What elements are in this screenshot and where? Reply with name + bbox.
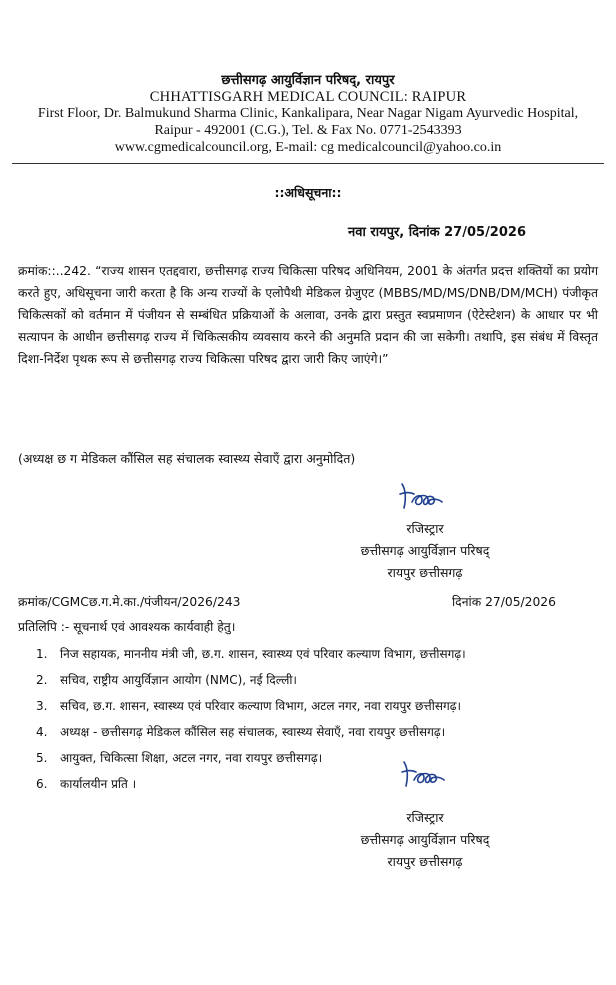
registrar-designation: रजिस्ट्रार <box>406 521 444 536</box>
registrar-organization: छत्तीसगढ़ आयुर्विज्ञान परिषद् <box>360 543 490 558</box>
website-email: www.cgmedicalcouncil.org, E-mail: cg medicalcouncil@yahoo.co.in <box>114 140 502 155</box>
registrar-organization: छत्तीसगढ़ आयुर्विज्ञान परिषद् <box>360 832 490 847</box>
reference-number: क्रमांक/CGMCछ.ग.मे.का./पंजीयन/2026/243 <box>18 595 241 609</box>
list-item: 3. सचिव, छ.ग. शासन, स्वास्थ्य एवं परिवार कल्याण विभाग, अटल नगर, नवा रायपुर छत्तीसगढ़। <box>36 699 462 713</box>
list-item: 6. कार्यालयीन प्रति । <box>36 777 137 791</box>
registrar-signature-1 <box>396 480 444 512</box>
council-name-hindi: छत्तीसगढ़ आयुर्विज्ञान परिषद्, रायपुर <box>221 73 395 88</box>
list-item: 1. निज सहायक, माननीय मंत्री जी, छ.ग. शासन, स्वास्थ्य एवं परिवार कल्याण विभाग, छत्तीसगढ़। <box>36 647 466 661</box>
council-name-english: CHHATTISGARH MEDICAL COUNCIL: RAIPUR <box>149 89 467 105</box>
address-line-2: Raipur - 492001 (C.G.), Tel. & Fax No. 0771-2543393 <box>154 123 462 138</box>
address-line-1: First Floor, Dr. Balmukund Sharma Clinic, Kankalipara, Near Nagar Nigam Ayurvedic Hospital, <box>37 106 579 121</box>
registrar-signature-2 <box>398 758 446 790</box>
notice-title: ::अधिसूचना:: <box>274 185 342 200</box>
registrar-city: रायपुर छत्तीसगढ़ <box>387 565 463 580</box>
signature-block-1 <box>330 518 520 584</box>
registrar-designation: रजिस्ट्रार <box>406 810 444 825</box>
copy-to-label: प्रतिलिपि :- सूचनार्थ एवं आवश्यक कार्यवाही हेतु। <box>18 620 236 634</box>
registrar-city: रायपुर छत्तीसगढ़ <box>387 854 463 869</box>
place-date: नवा रायपुर, दिनांक 27/05/2026 <box>348 225 526 240</box>
notice-body: क्रमांक::..242. “राज्य शासन एतद्दवारा, छत्तीसगढ़ राज्य चिकित्सा परिषद अधिनियम, 2001 के अंतर्गत प्रदत्त शक्तियों का प्रयोग करते हुए, अधिसूचना जारी करता है कि अन्य राज्यों के एलोपैथी मेडिकल ग्रेजुएट (MBBS/MD/MS/DNB/DM/MCH) पंजीकृत चिकित्सकों को वर्तमान में पंजीयन से सम्बंधित प्रक्रियाओं के अलावा, उनके द्वारा प्रस्तुत स्वप्रमाणन (ऐटेस्टेशन) के आधार पर भी सत्यापन के आधीन छत्तीसगढ़ राज्य में चिकित्सकीय व्यवसाय करने की अनुमति प्रदान की जा सकेगी। तथापि, इस संबंध में विस्तृत दिशा-निर्देश पृथक रूप से छत्तीसगढ़ राज्य चिकित्सा परिषद द्वारा जारी किए जाएंगे।” <box>18 264 598 366</box>
reference-date: दिनांक 27/05/2026 <box>452 595 556 609</box>
approval-note: (अध्यक्ष छ ग मेडिकल कौंसिल सह संचालक स्वास्थ्य सेवाएँ द्वारा अनुमोदित) <box>18 451 356 466</box>
list-item: 4. अध्यक्ष - छत्तीसगढ़ मेडिकल कौंसिल सह संचालक, स्वास्थ्य सेवाएँ, नवा रायपुर छत्तीसगढ़। <box>36 725 446 739</box>
letterhead-divider <box>12 163 604 164</box>
list-item: 2. सचिव, राष्ट्रीय आयुर्विज्ञान आयोग (NMC), नई दिल्ली। <box>36 673 297 687</box>
list-item: 5. आयुक्त, चिकित्सा शिक्षा, अटल नगर, नवा रायपुर छत्तीसगढ़। <box>36 751 323 765</box>
signature-block-2 <box>330 807 520 873</box>
